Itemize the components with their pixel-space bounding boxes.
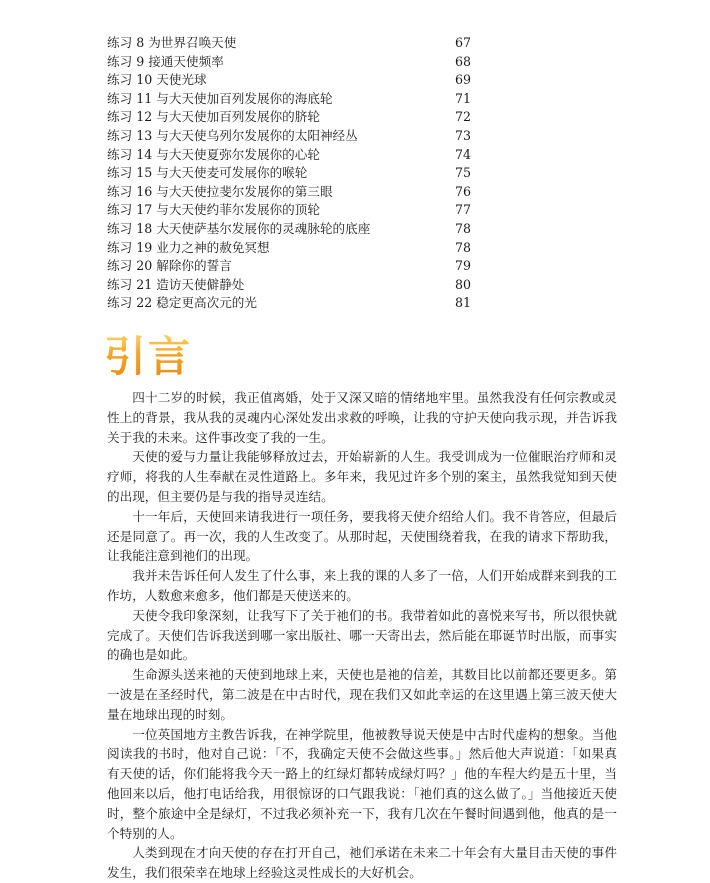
paragraph: 天使令我印象深刻，让我写下了关于祂们的书。我带着如此的喜悦来写书，所以很快就完成了。天使们告诉我送到哪一家出版社、哪一天寄出去，然后能在耶诞节时出版，而事实的确也是如此。: [107, 607, 617, 663]
toc-entry-page: 75: [455, 165, 472, 181]
chapter-heading: 引言: [104, 332, 193, 381]
toc-entry-title: 练习 19 业力之神的赦免冥想: [107, 239, 270, 255]
paragraph: 生命源头送来祂的天使到地球上来，天使也是祂的信差，其数目比以前都还要更多。第一波是在圣经时代，第二波是在中古时代，现在我们又如此幸运的在这里遇上第三波天使大量在地球出现的时刻。: [107, 667, 617, 722]
toc-entry: [107, 108, 477, 127]
toc-entry-title: 练习 11 与大天使加百列发展你的海底轮: [107, 90, 333, 106]
toc-entry-title: 练习 18 大天使萨基尔发展你的灵魂脉轮的底座: [107, 220, 371, 236]
toc-entry-page: 71: [455, 90, 472, 106]
toc-entry-page: 67: [455, 35, 472, 50]
paragraph: 我并未告诉任何人发生了什么事，来上我的课的人多了一倍，人们开始成群来到我的工作坊，人数愈来愈多，他们都是天使送来的。: [107, 568, 617, 603]
toc-entry: [107, 71, 477, 90]
toc-entry-page: 80: [455, 276, 472, 292]
toc-entry: [107, 294, 477, 313]
toc-entry-title: 练习 13 与大天使乌列尔发展你的太阳神经丛: [107, 127, 358, 143]
toc-entry: [107, 146, 477, 165]
toc-entry-title: 练习 8 为世界召唤天使: [107, 35, 237, 50]
chapter-body: [107, 388, 617, 883]
paragraph: 十一年后，天使回来请我进行一项任务，要我将天使介绍给人们。我不肯答应，但最后还是同意了。再一次，我的人生改变了。从那时起，天使围绕着我，在我的请求下帮助我，让我能注意到祂们的出现。: [107, 508, 617, 564]
toc-entry-page: 73: [455, 127, 472, 143]
toc-entry: [107, 220, 477, 239]
toc-entry-title: 练习 15 与大天使麦可发展你的喉轮: [107, 165, 308, 181]
toc-entry-page: 81: [455, 295, 472, 311]
toc-entry: [107, 53, 477, 72]
toc-entry-page: 77: [455, 202, 472, 218]
toc-entry: [107, 164, 477, 183]
toc-entry-title: 练习 22 稳定更高次元的光: [107, 295, 257, 311]
toc-entry: [107, 276, 477, 295]
toc-entry-title: 练习 17 与大天使约菲尔发展你的顶轮: [107, 202, 320, 218]
toc-entry: [107, 239, 477, 258]
toc-entry-title: 练习 10 天使光球: [107, 72, 207, 88]
toc-entry-title: 练习 16 与大天使拉斐尔发展你的第三眼: [107, 183, 333, 199]
toc-entry: [107, 201, 477, 220]
toc-entry: [107, 34, 477, 53]
toc-entry: [107, 90, 477, 109]
toc-entry-page: 78: [455, 239, 472, 255]
paragraph: 天使的爱与力量让我能够释放过去，开始崭新的人生。我受训成为一位催眠治疗师和灵疗师，将我的人生奉献在灵性道路上。多年来，我见过许多个别的案主，虽然我觉知到天使的出现，但主要仍是与我的指导灵连结。: [107, 449, 617, 504]
toc-entry-page: 68: [455, 53, 472, 69]
toc-entry: [107, 183, 477, 202]
toc-entry-title: 练习 21 造访天使僻静处: [107, 276, 245, 292]
paragraph: 四十二岁的时候，我正值离婚，处于又深又暗的情绪地牢里。虽然我没有任何宗教或灵性上的背景，我从我的灵魂内心深处发出求救的呼唤，让我的守护天使向我示现，并告诉我关于我的未来。这件事改变了我的一生。: [107, 390, 617, 445]
toc-entry: [107, 257, 477, 276]
toc-entry-page: 74: [455, 146, 472, 162]
toc-entry-title: 练习 14 与大天使夏弥尔发展你的心轮: [107, 146, 320, 162]
paragraph: 人类到现在才向天使的存在打开自己，祂们承诺在未来二十年会有大量目击天使的事件发生，我们很荣幸在地球上经验这灵性成长的大好机会。: [107, 845, 617, 881]
toc-entry-title: 练习 20 解除你的誓言: [107, 258, 232, 274]
toc-entry-page: 72: [455, 109, 472, 125]
toc-entry-page: 69: [455, 72, 472, 88]
toc-entry-title: 练习 9 接通天使频率: [107, 53, 224, 69]
toc-entry-page: 78: [455, 220, 472, 236]
toc-entry-page: 76: [455, 183, 472, 199]
toc-entry-page: 79: [455, 258, 472, 274]
paragraph: 一位英国地方主教告诉我，在神学院里，他被教导说天使是中古时代虚构的想象。当他阅读我的书时，他对自己说：「不，我确定天使不会做这些事。」然后他大声说道：「如果真有天使的话，你们能将我今天一路上的红绿灯都转成绿灯吗？」他的车程大约是五十里，当他回来以后，他打电话给我，用很惊讶的口气跟我说：「祂们真的这么做了。」当他接近天使时，整个旅途中全是绿灯，不过我必须补充一下，我有几次在午餐时间遇到他，他真的是一个特别的人。: [107, 726, 617, 841]
table-of-contents: [107, 34, 477, 313]
toc-entry: [107, 127, 477, 146]
toc-entry-title: 练习 12 与大天使加百列发展你的脐轮: [107, 109, 320, 125]
